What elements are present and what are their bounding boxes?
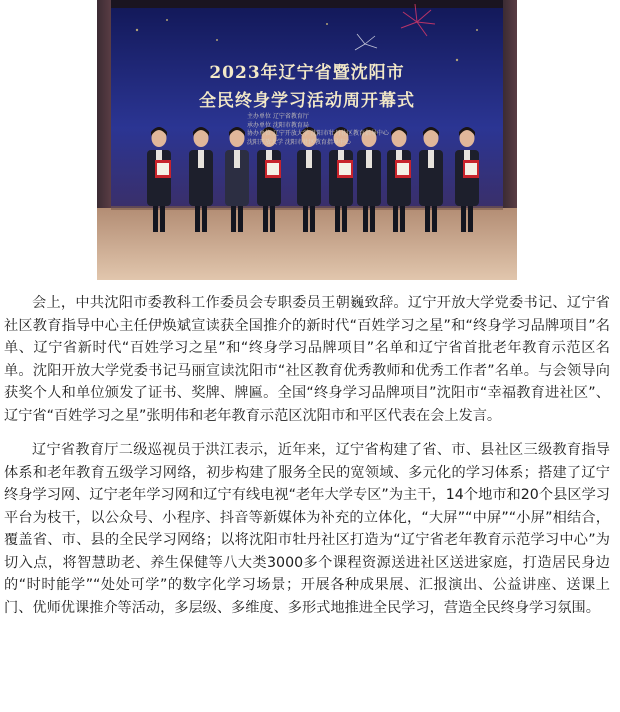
article-paragraph-2: 辽宁省教育厅二级巡视员于洪江表示，近年来，辽宁省构建了省、市、县社区三级教育指导体系和老年教育五级学习网络，初步构建了服务全民的宽领域、多元化的学习体系；搭建了辽宁终身学习网、辽宁老年学习网和辽宁有线电视“老年大学专区”为主干，14个地市和20个县区学习平台为枝干，以公众号、小程序、抖音等新媒体为补充的立体化，“大屏”“中屏”“小屏”相结合，覆盖省、市、县的全民学习网络；以将沈阳市牡丹社区打造为“辽宁省老年教育示范学习中心”为切入点，将智慧助老、养生保健等八大类3000多个课程资源送进社区送进家庭，打造居民身边的“时时能学”“处处可学”的数字化学习场景；开展各种成果展、汇报演出、公益讲座、送课上门、优师优课推介等活动，多层级、多维度、多形式地推进全民学习，营造全民终身学习氛围。 bbox=[4, 442, 610, 616]
credit-line: 协办单位 辽宁开放大学 沈阳市牡丹社区教育指导中心 bbox=[247, 130, 389, 137]
credit-line: 承办单位 沈阳市教育局 bbox=[247, 121, 309, 129]
article-paragraph-1: 会上，中共沈阳市委教科工作委员会专职委员王朝巍致辞。辽宁开放大学党委书记、辽宁省社区教育指导中心主任伊焕斌宣读获全国推介的新时代“百姓学习之星”和“终身学习品牌项目”名单、辽宁省新时代“百姓学习之星”和“终身学习品牌项目”名单和辽宁省首批老年教育示范区名单。沈阳开放大学党委书记马丽宣读沈阳市“社区教育优秀教师和优秀工作者”名单。与会领导向获奖个人和单位颁发了证书、奖牌、牌匾。全国“终身学习品牌项目”沈阳市“幸福教育进社区”、辽宁省“百姓学习之星”张明伟和老年教育示范区沈阳市和平区代表在会上发言。 bbox=[4, 295, 610, 424]
credit-line: 沈阳开放大学 沈阳市社区教育指导中心 bbox=[247, 138, 351, 146]
backdrop-title-line1: 2023年辽宁省暨沈阳市 bbox=[209, 63, 405, 83]
right-curtain bbox=[503, 0, 517, 230]
organizer-credits bbox=[247, 113, 389, 147]
article-body bbox=[4, 292, 610, 619]
backdrop-title-line2: 全民终身学习活动周开幕式 bbox=[199, 91, 415, 111]
ceremony-photo bbox=[97, 0, 517, 280]
credit-line: 主办单位 辽宁省教育厅 bbox=[247, 113, 309, 120]
left-curtain bbox=[97, 0, 111, 230]
